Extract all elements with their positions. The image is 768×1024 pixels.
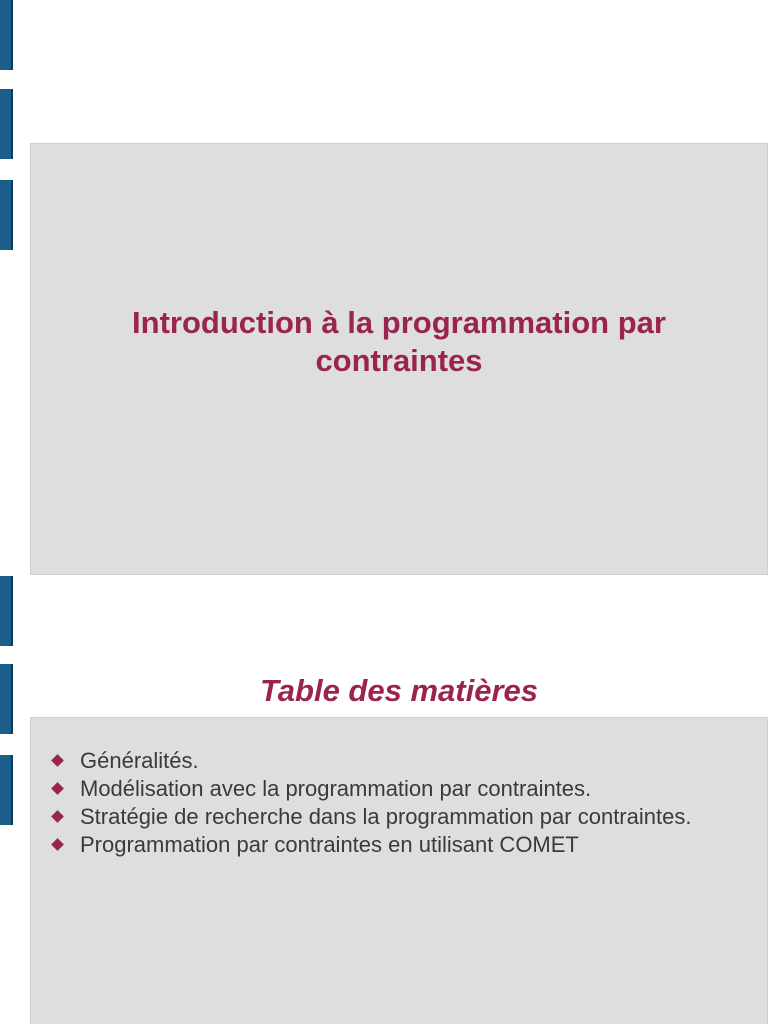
toc-item — [49, 747, 747, 775]
diamond-bullet-icon — [51, 782, 64, 795]
toc-item — [49, 775, 747, 803]
diamond-bullet-icon — [51, 838, 64, 851]
toc-list — [49, 747, 747, 859]
diamond-bullet-icon — [51, 810, 64, 823]
title-slide — [30, 143, 768, 575]
edge-marker — [0, 664, 13, 734]
toc-item-text: Généralités. — [80, 748, 199, 773]
toc-item-text: Stratégie de recherche dans la programmation par contraintes. — [80, 804, 692, 829]
slide-title: Introduction à la programmation par contraintes — [132, 305, 666, 378]
edge-marker — [0, 576, 13, 646]
edge-marker — [0, 180, 13, 250]
toc-heading: Table des matières — [260, 673, 538, 708]
toc-item-text: Modélisation avec la programmation par contraintes. — [80, 776, 592, 801]
diamond-bullet-icon — [51, 754, 64, 767]
edge-marker — [0, 755, 13, 825]
edge-marker — [0, 89, 13, 159]
toc-slide — [30, 717, 768, 1024]
toc-item-text: Programmation par contraintes en utilisant COMET — [80, 832, 579, 857]
toc-item — [49, 803, 747, 831]
edge-marker — [0, 0, 13, 70]
toc-item — [49, 831, 747, 859]
